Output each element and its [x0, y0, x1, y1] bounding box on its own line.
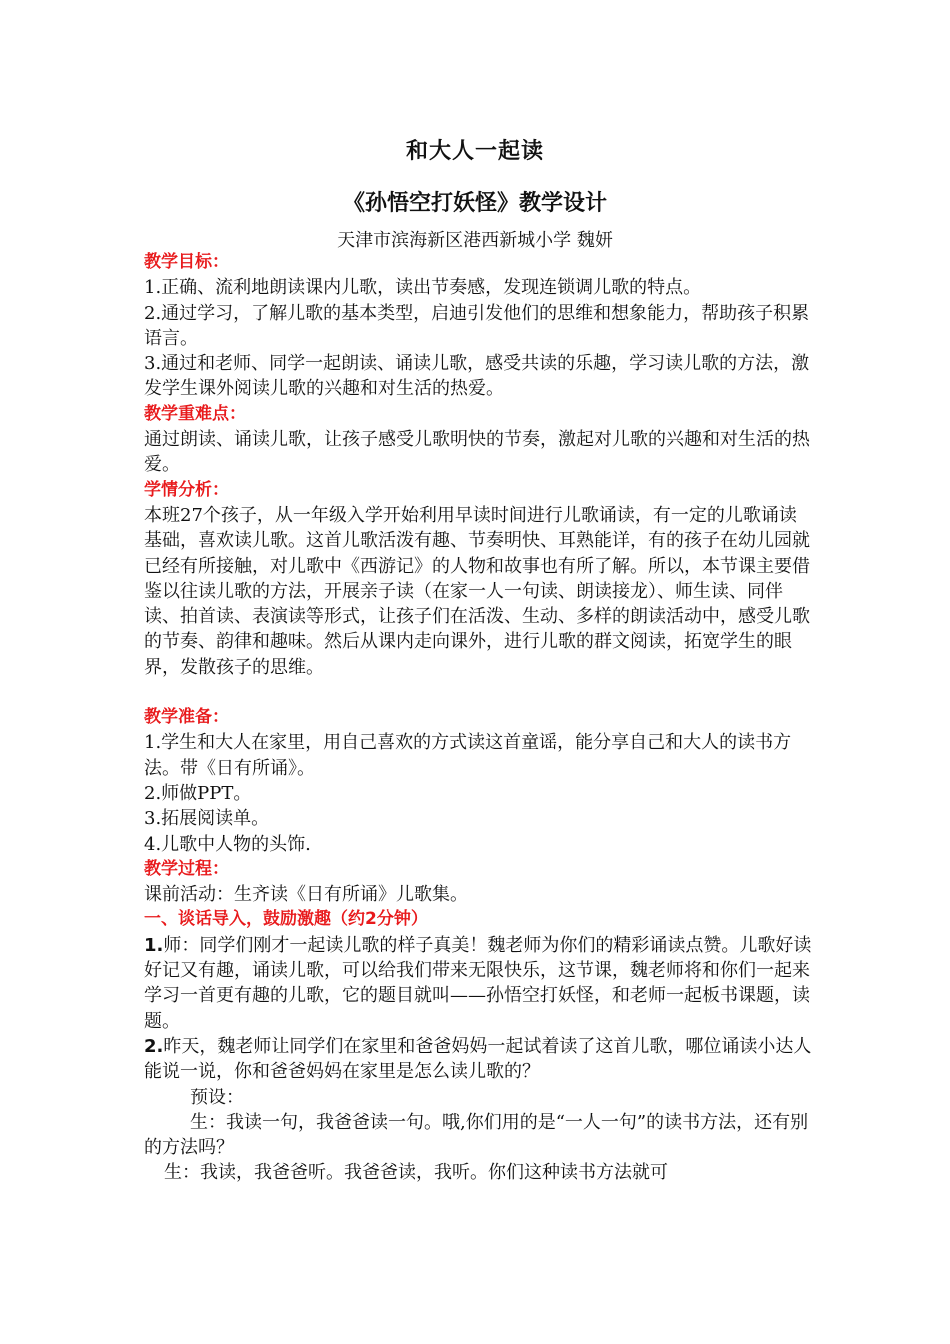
section-heading-preparation: 教学准备： — [144, 707, 229, 728]
process-paragraph-1 — [144, 933, 812, 1034]
student-response-1: 生：我读一句，我爸爸读一句。哦,你们用的是“一人一句”的读书方法，还有别的方法吗？ — [144, 1111, 809, 1159]
document-subtitle: 《孙悟空打妖怪》教学设计 — [342, 191, 607, 216]
goal-item-2: 2.通过学习，了解儿歌的基本类型，启迪引发他们的思维和想象能力，帮助孩子积累语言。 — [144, 302, 810, 349]
preset-label: 预设： — [190, 1086, 244, 1108]
section-heading-key-points: 教学重难点： — [144, 403, 246, 424]
section-heading-analysis: 学情分析： — [144, 479, 229, 500]
paragraph-text: 师：同学们刚才一起读儿歌的样子真美！魏老师为你们的精彩诵读点赞。儿歌好读好记又有趣，诵读儿歌，可以给我们带来无限快乐，这节课，魏老师将和你们一起来学习一首更有趣的儿歌，它的题目就叫——孙悟空打妖怪，和老师一起板书课题，读题。 — [144, 934, 812, 1032]
preparation-item-1: 1.学生和大人在家里，用自己喜欢的方式读这首童谣，能分享自己和大人的读书方法。带《日有所诵》。 — [144, 732, 792, 779]
preparation-item-2: 2.师做PPT。 — [144, 782, 252, 804]
document-body — [144, 250, 812, 1186]
author-line: 天津市滨海新区港西新城小学 魏妍 — [337, 230, 613, 251]
paragraph-number: 1. — [144, 934, 164, 956]
analysis-text: 本班27个孩子，从一年级入学开始利用早读时间进行儿歌诵读，有一定的儿歌诵读基础，喜欢读儿歌。这首儿歌活泼有趣、节奏明快、耳熟能详，有的孩子在幼儿园就已经有所接触，对儿歌中《西游记》的人物和故事也有所了解。所以，本节课主要借鉴以往读儿歌的方法，开展亲子读（在家一人一句读、朗读接龙）、师生读、同伴读、拍首读、表演读等形式，让孩子们在活泼、生动、多样的朗读活动中，感受儿歌的节奏、韵律和趣味。然后从课内走向课外，进行儿歌的群文阅读，拓宽学生的眼界，发散孩子的思维。 — [144, 504, 810, 678]
pre-activity-text: 课前活动：生齐读《日有所诵》儿歌集。 — [144, 884, 468, 906]
paragraph-text: 昨天，魏老师让同学们在家里和爸爸妈妈一起试着读了这首儿歌，哪位诵读小达人能说一说，你和爸爸妈妈在家里是怎么读儿歌的？ — [144, 1035, 812, 1083]
paragraph-number: 2. — [144, 1035, 164, 1057]
goal-item-3: 3.通过和老师、同学一起朗读、诵读儿歌，感受共读的乐趣，学习读儿歌的方法，激发学生课外阅读儿歌的兴趣和对生活的热爱。 — [144, 353, 810, 400]
preparation-item-3: 3.拓展阅读单。 — [144, 808, 270, 830]
process-paragraph-2 — [144, 1034, 812, 1085]
section-heading-process: 教学过程： — [144, 858, 229, 879]
section-heading-goals: 教学目标： — [144, 252, 229, 272]
document-title: 和大人一起读 — [405, 139, 544, 164]
key-points-text: 通过朗读、诵读儿歌，让孩子感受儿歌明快的节奏，激起对儿歌的兴趣和对生活的热爱。 — [144, 429, 810, 476]
preparation-item-4: 4.儿歌中人物的头饰. — [144, 833, 311, 855]
student-response-2: 生：我读，我爸爸听。我爸爸读，我听。你们这种读书方法就可 — [164, 1162, 668, 1184]
part1-heading: 一、谈话导入，鼓励激趣（约2分钟） — [144, 909, 428, 930]
goal-item-1: 1.正确、流利地朗读课内儿歌，读出节奏感，发现连锁调儿歌的特点。 — [144, 277, 702, 299]
blank-line — [144, 680, 812, 705]
